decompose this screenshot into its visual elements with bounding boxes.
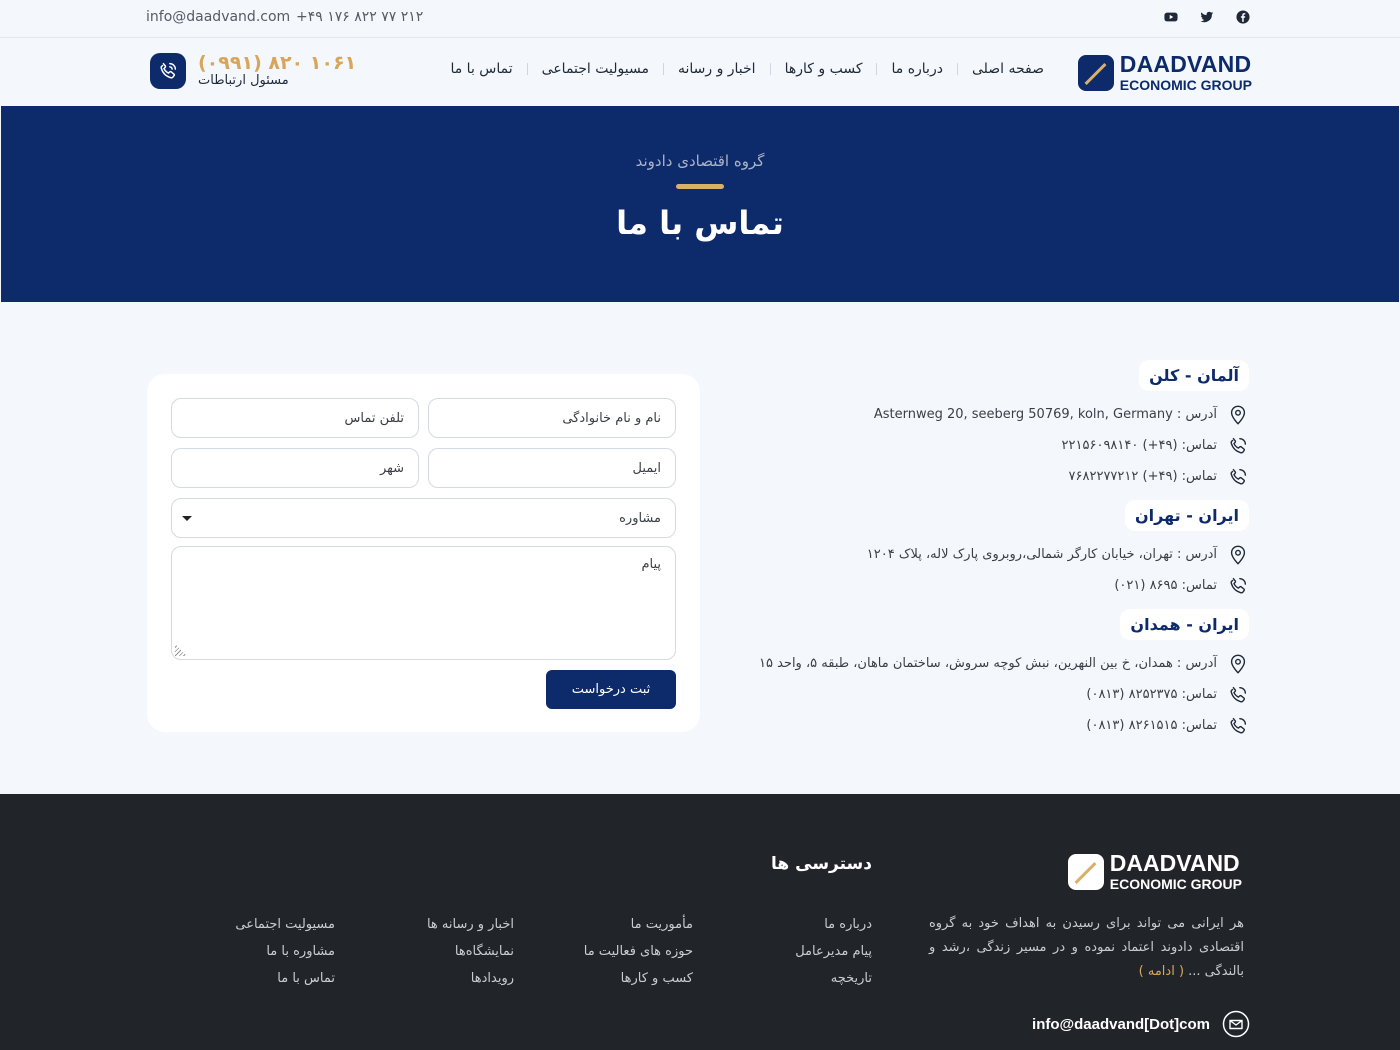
footer-email[interactable] — [1032, 1010, 1250, 1038]
footer-link[interactable]: رویدادها — [470, 971, 514, 986]
phone-icon — [1227, 435, 1249, 457]
phone-field-placeholder: تلفن تماس — [344, 410, 404, 426]
hero-divider — [676, 184, 724, 189]
office-germany — [689, 360, 1249, 492]
nav-item-about[interactable]: درباره ما — [891, 61, 943, 77]
footer-link[interactable]: مسیولیت اجتماعی — [235, 917, 335, 932]
footer-link[interactable]: تماس با ما — [277, 971, 335, 986]
nav-separator — [527, 63, 528, 75]
main-content — [1, 302, 1399, 794]
footer-logo-line-1: DAADVAND — [1109, 850, 1240, 876]
contact-form — [147, 374, 700, 732]
footer-link[interactable]: مشاوره با ما — [266, 944, 335, 959]
phone-icon — [1227, 715, 1249, 737]
footer-links-col-3 — [427, 914, 514, 989]
office-phone[interactable]: تماس: ۸۶۹۵ (۰۲۱) — [1114, 578, 1217, 593]
phone-call-icon — [150, 53, 186, 89]
hero-subtitle: گروه اقتصادی دادوند — [635, 152, 765, 170]
office-address: آدرس : همدان، خ بین النهرین، نبش کوچه سروش، ساختمان ماهان، طبقه ۵، واحد ۱۵ — [758, 656, 1217, 671]
nav-separator — [876, 63, 877, 75]
office-hamedan — [689, 609, 1249, 741]
message-field[interactable] — [171, 546, 676, 660]
email-field-placeholder: ایمیل — [632, 460, 661, 476]
phone-icon — [1227, 575, 1249, 597]
facebook-icon[interactable] — [1236, 10, 1250, 24]
phone-field[interactable] — [171, 398, 419, 438]
footer-link[interactable]: کسب و کارها — [620, 971, 693, 986]
footer-logo-line-2: ECONOMIC GROUP — [1109, 876, 1242, 892]
footer-links-col-1 — [795, 914, 872, 989]
location-pin-icon — [1227, 404, 1249, 426]
office-phone[interactable]: تماس: (۴۹+) ۲۲۱۵۶۰۹۸۱۴۰ — [1061, 438, 1217, 453]
name-field[interactable] — [428, 398, 676, 438]
location-pin-icon — [1227, 653, 1249, 675]
office-phone-row — [689, 679, 1249, 710]
logo-line-1: DAADVAND — [1119, 51, 1252, 77]
phone-icon — [1227, 684, 1249, 706]
message-field-placeholder: پیام — [641, 557, 661, 572]
nav-item-news[interactable]: اخبار و رسانه — [677, 61, 756, 77]
footer-logo[interactable] — [1068, 852, 1242, 891]
office-address: آدرس : Asternweg 20, seeberg 50769, koln, Germany — [873, 407, 1217, 422]
footer-link[interactable]: نمایشگاه‌ها — [454, 944, 514, 959]
city-field[interactable] — [171, 448, 419, 488]
footer-email-text: info@daadvand[Dot]com — [1032, 1015, 1210, 1033]
page-title: تماس با ما — [616, 204, 784, 242]
top-phone-link[interactable]: +۴۹ ۱۷۶ ۸۲۲ ۷۷ ۲۱۲ — [296, 9, 424, 25]
header-contact-number: (۰۹۹۱) ۸۲۰ ۱۰۶۱ — [198, 52, 357, 75]
main-header — [0, 39, 1400, 105]
site-logo[interactable] — [1078, 53, 1252, 92]
logo-mark-icon — [1078, 55, 1114, 91]
twitter-icon[interactable] — [1200, 10, 1214, 24]
submit-button[interactable]: ثبت درخواست — [546, 670, 676, 709]
nav-item-businesses[interactable]: کسب و کارها — [784, 61, 863, 77]
resize-handle[interactable] — [175, 644, 187, 656]
header-contact[interactable] — [150, 53, 356, 89]
location-pin-icon — [1227, 544, 1249, 566]
office-title: ایران - تهران — [1125, 500, 1249, 531]
office-phone[interactable]: تماس: ۸۲۶۱۵۱۵ (۰۸۱۳) — [1086, 718, 1217, 733]
name-field-placeholder: نام و نام خانوادگی — [562, 410, 661, 426]
top-email-link[interactable]: info@daadvand.com — [146, 9, 291, 25]
footer-link[interactable]: مأموریت ما — [630, 917, 693, 932]
office-title: آلمان - کلن — [1139, 360, 1249, 391]
site-footer — [0, 794, 1400, 1050]
nav-item-social-responsibility[interactable]: مسیولیت اجتماعی — [541, 61, 649, 77]
subject-select[interactable] — [171, 498, 676, 538]
nav-separator — [957, 63, 958, 75]
read-more-link[interactable]: ( ادامه ) — [1138, 964, 1185, 979]
mail-icon — [1222, 1010, 1250, 1038]
subject-select-value: مشاوره — [619, 510, 661, 526]
caret-down-icon — [182, 516, 192, 521]
email-field[interactable] — [428, 448, 676, 488]
office-phone[interactable]: تماس: (۴۹+) ۷۶۸۲۲۷۷۲۱۲ — [1068, 469, 1217, 484]
office-phone-row — [689, 570, 1249, 601]
top-bar — [0, 0, 1400, 38]
footer-link[interactable]: اخبار و رسانه ها — [426, 917, 514, 932]
office-list — [689, 360, 1249, 749]
nav-separator — [770, 63, 771, 75]
footer-link[interactable]: تاریخچه — [830, 971, 872, 986]
footer-link[interactable]: درباره ما — [824, 917, 872, 932]
footer-link[interactable]: پیام مدیرعامل — [795, 944, 872, 959]
footer-link[interactable]: حوزه های فعالیت ما — [583, 944, 693, 959]
footer-logo-mark-icon — [1068, 854, 1104, 890]
main-nav — [436, 61, 1058, 77]
phone-icon — [1227, 466, 1249, 488]
office-tehran — [689, 500, 1249, 601]
page-hero — [1, 106, 1399, 302]
nav-separator — [663, 63, 664, 75]
office-title: ایران - همدان — [1120, 609, 1249, 640]
social-links — [1164, 10, 1250, 24]
office-phone-row — [689, 461, 1249, 492]
footer-links-col-4 — [235, 914, 335, 989]
footer-links-col-2 — [584, 914, 693, 989]
footer-links-heading: دسترسی ها — [771, 854, 872, 874]
office-address: آدرس : تهران، خیابان کارگر شمالی،روبروی پارک لاله، پلاک ۱۲۰۴ — [866, 547, 1217, 562]
logo-line-2: ECONOMIC GROUP — [1119, 77, 1252, 93]
youtube-icon[interactable] — [1164, 10, 1178, 24]
office-phone[interactable]: تماس: ۸۲۵۲۳۷۵ (۰۸۱۳) — [1086, 687, 1217, 702]
office-address-row — [689, 648, 1249, 679]
nav-item-contact[interactable]: تماس با ما — [450, 61, 513, 77]
office-phone-row — [689, 710, 1249, 741]
city-field-placeholder: شهر — [379, 460, 404, 476]
office-phone-row — [689, 430, 1249, 461]
header-contact-label: مسئول ارتباطات — [198, 73, 289, 89]
nav-item-home[interactable]: صفحه اصلی — [971, 61, 1044, 77]
office-address-row — [689, 399, 1249, 430]
footer-about-text: هر ایرانی می تواند برای رسیدن به اهداف خود به گروه اقتصادی دادوند اعتماد نموده و در مسیر زندگی ،رشد و بالندگی ... — [929, 916, 1244, 979]
footer-about — [929, 912, 1244, 984]
office-address-row — [689, 539, 1249, 570]
